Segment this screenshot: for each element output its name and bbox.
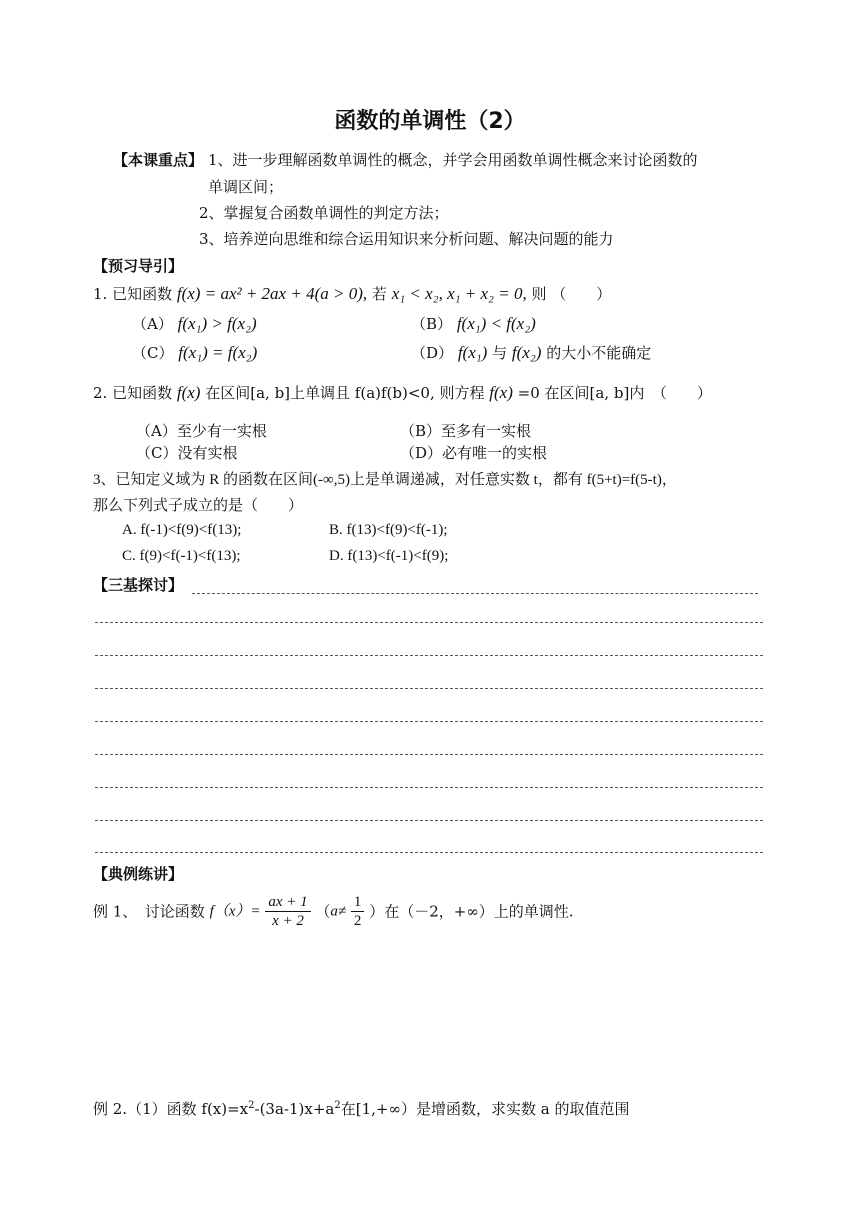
q1-option-d-label: （D） [411,344,454,362]
ex1-half-denominator: 2 [353,913,362,929]
q1-option-a-label: （A） [132,315,173,333]
q3-line-2: 那么下列式子成立的是（ ） [93,498,304,514]
examples-label: 【典例练讲】 [93,865,184,883]
answer-line [95,721,763,722]
answer-line [95,754,763,755]
q1-suffix: 则 （ ） [531,285,612,303]
key-point-3: 3、培养逆向思维和综合运用知识来分析问题、解决问题的能力 [199,230,614,248]
q2-suffix: =0 在区间[a, b]内 （ ） [517,384,712,402]
q1-option-b-text: f(x₁) < f(x₂) [456,314,536,333]
answer-line [95,820,763,821]
q1-condition: x₁ < x₂, x₁ + x₂ = 0, [391,284,527,303]
ex1-denominator: x + 2 [272,913,304,929]
q1-formula: f(x) = ax² + 2ax + 4(a > 0), [176,284,368,303]
discussion-label: 【三基探讨】 [93,576,184,594]
q2-mid: 在区间[a, b]上单调且 f(a)f(b)<0, 则方程 [205,384,485,402]
ex1-fx: f（x）= [209,903,261,920]
ex2-mid: -(3a-1)x+a [254,1100,335,1118]
page-title: 函数的单调性（2） [334,109,526,134]
q3-line-1: 3、已知定义域为 R 的函数在区间(-∞,5)上是单调递减，对任意实数 t，都有 f(5+t)=f(5-t)， [93,472,677,488]
q2-prefix: 2. 已知函数 [93,384,173,402]
answer-line [95,655,763,656]
answer-line [192,593,758,594]
q1-option-c-text: f(x₁) = f(x₂) [178,343,258,362]
q3-option-b: B. f(13)<f(9)<f(-1); [329,522,448,538]
answer-line [95,787,763,788]
ex2-exponent-2: 2 [334,1100,341,1111]
q1-option-a [132,313,257,334]
ex2-prefix: 例 2.（1）函数 f(x)=x [93,1100,249,1118]
q1-option-b [411,313,536,334]
q3-option-a: A. f(-1)<f(9)<f(13); [122,522,242,538]
answer-line [95,688,763,689]
key-point-1-cont: 单调区间； [208,178,284,196]
q1-option-d-tail: 的大小不能确定 [546,344,652,362]
example-1 [93,893,574,930]
q1-option-a-text: f(x₁) > f(x₂) [177,314,257,333]
q2-option-b: （B）至多有一实根 [400,422,532,440]
question-2 [93,382,712,403]
q2-option-d: （D）必有唯一的实根 [400,444,548,462]
key-point-2: 2、掌握复合函数单调性的判定方法； [199,204,449,222]
ex2-exponent-1: 2 [248,1100,255,1111]
ex1-numerator: ax + 1 [265,893,310,912]
q2-option-a: （A）至少有一实根 [136,422,267,440]
q2-option-c: （C）没有实根 [136,444,238,462]
q1-cond-prefix: 若 [371,285,387,303]
ex1-suffix: ）在（－2，+∞）上的单调性. [369,902,574,921]
answer-line [95,852,763,853]
ex1-half-numerator: 1 [351,893,365,912]
q3-option-c: C. f(9)<f(-1)<f(13); [122,548,241,564]
answer-line [95,622,763,623]
ex1-half [351,893,365,930]
q1-prefix: 1. 已知函数 [93,285,173,303]
q1-option-b-label: （B） [411,315,453,333]
question-1 [93,283,611,304]
ex1-cond-a: a≠ [330,903,347,920]
key-points-label: 【本课重点】 [113,151,204,169]
ex1-prefix: 例 1、 讨论函数 [93,902,205,921]
q1-option-d-mid: 与 [492,344,508,362]
q3-option-d: D. f(13)<f(-1)<f(9); [329,548,449,564]
q2-fx-1: f(x) [176,383,201,402]
q1-option-d-b: f(x₂) [511,343,542,362]
preview-label: 【预习导引】 [93,257,184,275]
q1-option-d-a: f(x₁) [457,343,488,362]
example-2 [93,1098,629,1119]
key-point-1: 1、进一步理解函数单调性的概念，并学会用函数单调性概念来讨论函数的 [208,151,698,169]
ex1-fraction [265,893,310,930]
ex2-suffix: 在[1,+∞）是增函数，求实数 a 的取值范围 [340,1100,630,1118]
q2-fx-2: f(x) [489,383,513,402]
ex1-cond-open: （ [315,902,331,921]
q1-option-c [132,342,257,363]
q1-option-d [411,342,651,363]
q1-option-c-label: （C） [132,344,174,362]
